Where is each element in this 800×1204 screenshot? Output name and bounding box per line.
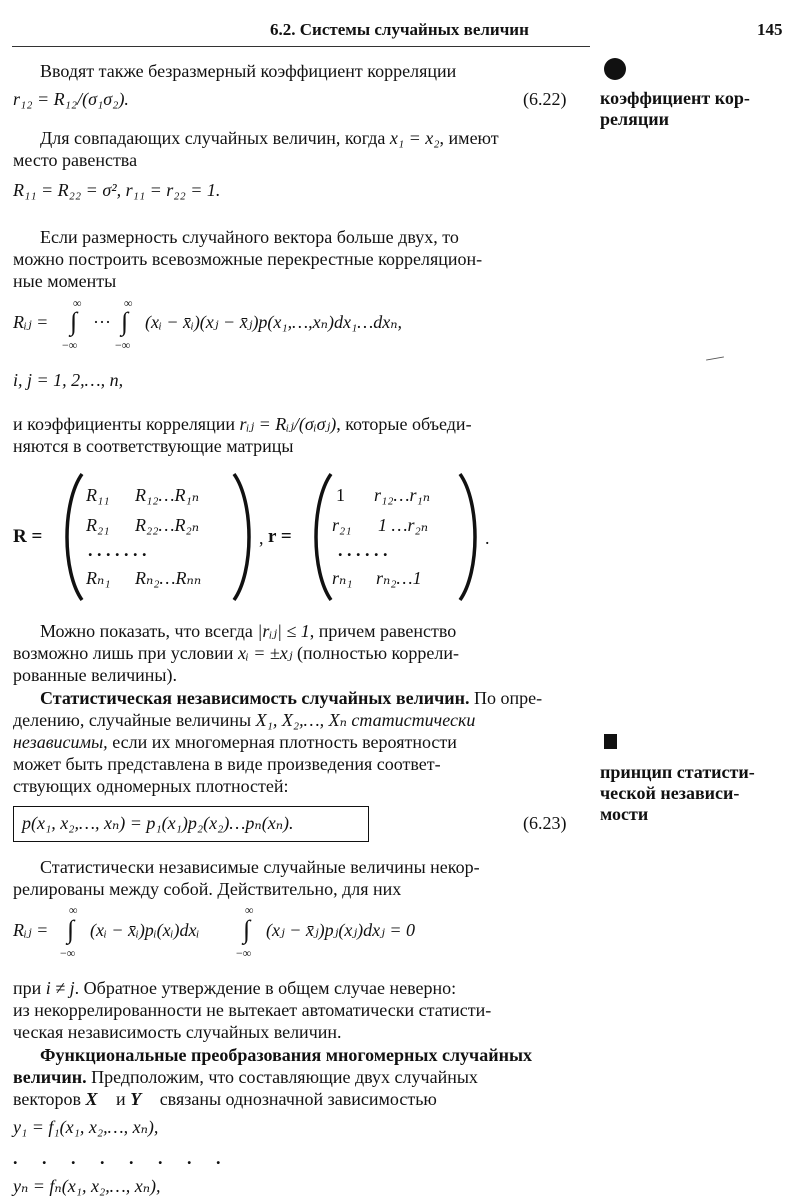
paragraph-line: Если размерность случайного вектора больше двух, то (40, 227, 459, 247)
formula-y1: y₁ = f₁(x₁, x₂,…, xₙ), (13, 1117, 159, 1137)
formula-eq-623: p(x₁, x₂,…, xₙ) = p₁(x₁)p₂(x₂)…pₙ(xₙ). (22, 813, 294, 833)
integral-upper-limit: ∞ (245, 903, 254, 917)
paragraph-line: ные моменты (13, 271, 117, 291)
matrix-R-cell: R₁₂…R₁ₙ (135, 485, 200, 505)
integral-lower-limit: −∞ (236, 946, 252, 960)
paragraph-line: Статистически независимые случайные величины некор- (40, 857, 480, 877)
matrix-R-cell: R₂₁ (86, 515, 110, 535)
text: при (13, 978, 42, 998)
margin-line: мости (600, 804, 649, 824)
paragraph-line (13, 414, 472, 434)
ellipsis: ··· (93, 312, 111, 332)
matrix-R-dots: . . . . . . . (88, 540, 147, 560)
margin-note-independence (600, 762, 785, 825)
stray-mark (706, 356, 724, 360)
formula-dots: . . . . . . . . (13, 1148, 231, 1168)
formula-Rij-lhs: Rᵢⱼ = (13, 312, 49, 332)
paragraph-line: няются в соответствующие матрицы (13, 436, 294, 456)
matrix-r-cell: r₂₁ (332, 515, 352, 535)
section-heading: величин. (13, 1067, 87, 1087)
matrix-R-label: R = (13, 526, 43, 547)
matrix-r-dots: . . . . . . (338, 540, 388, 560)
text: если их многомерная плотность вероятности (112, 732, 457, 752)
paragraph-line (40, 688, 542, 708)
integral-sign: ∫ (243, 915, 251, 944)
paragraph-line: ческая независимость случайных величин. (13, 1022, 342, 1042)
matrix-R-cell: R₂₂…R₂ₙ (135, 515, 200, 535)
formula-inline: xᵢ = ±xⱼ (237, 643, 293, 663)
text: связаны однозначной зависимостью (159, 1089, 437, 1109)
integral-upper-limit: ∞ (69, 903, 78, 917)
text: , причем равенство (309, 621, 457, 641)
paragraph-line: релированы между собой. Действительно, для них (13, 879, 402, 899)
matrix-r-label: r = (268, 526, 292, 547)
formula-ij-range: i, j = 1, 2,…, n, (13, 370, 124, 390)
formula-indep-int2: (xⱼ − x̄ⱼ)pⱼ(xⱼ)dxⱼ = 0 (266, 920, 416, 940)
paragraph-line: ствующих одномерных плотностей: (13, 776, 289, 796)
paragraph-line: рованные величины). (13, 665, 178, 685)
paragraph-line (13, 732, 457, 752)
paragraph-line (13, 1067, 478, 1087)
text: , имеют (439, 128, 499, 148)
paragraph-line: место равенства (13, 150, 138, 170)
margin-line: принцип статисти- (600, 762, 755, 782)
formula-R11: R₁₁ = R₂₂ = σ², r₁₁ = r₂₂ = 1. (13, 180, 221, 200)
formula-indep-int1: (xᵢ − x̄ᵢ)pᵢ(xᵢ)dxᵢ (90, 920, 200, 940)
text: векторов (13, 1089, 82, 1109)
paragraph-line (13, 643, 459, 663)
matrix-R-cell: Rₙ₂…Rₙₙ (135, 568, 202, 588)
right-paren (456, 472, 486, 602)
equation-label-6-23: (6.23) (523, 813, 567, 833)
matrix-R-cell: R₁₁ (86, 485, 110, 505)
running-header: 6.2. Системы случайных величин (270, 20, 529, 39)
paragraph-line (13, 710, 475, 730)
matrix-r-cell: 1 …r₂ₙ (378, 515, 429, 535)
integral-sign: ∫ (70, 307, 78, 336)
bullet-icon (604, 58, 626, 80)
comma: , (259, 528, 264, 548)
text: и коэффициенты корреляции (13, 414, 235, 434)
margin-line: ческой независи- (600, 783, 740, 803)
section-heading: Статистическая независимость случайных величин. (40, 688, 470, 708)
paragraph-line: Вводят также безразмерный коэффициент корреляции (40, 61, 457, 81)
formula-inline: x₁ = x₂ (389, 128, 440, 148)
margin-line: реляции (600, 109, 669, 129)
paragraph-line (13, 978, 456, 998)
integral-sign: ∫ (121, 307, 129, 336)
emphasis: независимы, (13, 732, 108, 752)
formula-inline: i ≠ j (45, 978, 75, 998)
text: возможно лишь при условии (13, 643, 234, 663)
text: , которые объеди- (336, 414, 472, 434)
paragraph-line (40, 128, 499, 148)
integral-upper-limit: ∞ (124, 296, 133, 310)
formula-inline: rᵢⱼ = Rᵢⱼ/(σᵢσⱼ) (239, 414, 337, 434)
integral-upper-limit: ∞ (73, 296, 82, 310)
integral-lower-limit: −∞ (62, 338, 78, 352)
paragraph-line: из некоррелированности не вытекает автоматически статисти- (13, 1000, 492, 1020)
emphasis: статистически (351, 710, 476, 730)
matrix-r-cell: r₁₂…r₁ₙ (374, 485, 431, 505)
text: Можно показать, что всегда (40, 621, 253, 641)
text: Для совпадающих случайных величин, когда (40, 128, 386, 148)
integral-sign: ∫ (67, 915, 75, 944)
left-paren (56, 472, 86, 602)
text: . Обратное утверждение в общем случае неверно: (74, 978, 457, 998)
margin-line: коэффициент кор- (600, 88, 750, 108)
text: делению, случайные величины (13, 710, 252, 730)
paragraph-line: может быть представлена в виде произведения соответ- (13, 754, 441, 774)
integral-lower-limit: −∞ (115, 338, 131, 352)
matrix-r-cell: rₙ₁ (332, 568, 353, 588)
text: Предположим, что составляющие двух случайных (91, 1067, 478, 1087)
integral-lower-limit: −∞ (60, 946, 76, 960)
paragraph-line (13, 1089, 437, 1109)
text: и (116, 1089, 126, 1109)
header-rule (12, 46, 590, 47)
formula-yn: yₙ = fₙ(x₁, x₂,…, xₙ), (13, 1176, 161, 1196)
left-paren (305, 472, 335, 602)
matrix-r-cell: 1 (336, 485, 345, 505)
right-paren (230, 472, 260, 602)
square-bullet-icon (604, 734, 617, 749)
period: . (485, 528, 490, 548)
text: (полностью коррели- (297, 643, 459, 663)
section-heading: Функциональные преобразования многомерных случайных (40, 1045, 533, 1065)
matrix-r-cell: rₙ₂…1 (376, 568, 422, 588)
margin-note-correlation (600, 88, 785, 130)
formula-Rij-integrand: (xᵢ − x̄ᵢ)(xⱼ − x̄ⱼ)p(x₁,…,xₙ)dx₁…dxₙ, (145, 312, 402, 332)
matrix-R-cell: Rₙ₁ (86, 568, 111, 588)
vector-Y: Y⃗ (130, 1089, 156, 1109)
formula-indep-lhs: Rᵢⱼ = (13, 920, 49, 940)
text: По опре- (474, 688, 543, 708)
paragraph-line (40, 621, 456, 641)
page-number: 145 (757, 20, 783, 39)
paragraph-line: можно построить всевозможные перекрестные корреляцион- (13, 249, 483, 269)
formula-inline: |rᵢⱼ| ≤ 1 (257, 621, 310, 641)
formula-inline: X₁, X₂,…, Xₙ (255, 710, 347, 730)
formula-r12: r₁₂ = R₁₂/(σ₁σ₂). (13, 89, 129, 109)
equation-label-6-22: (6.22) (523, 89, 567, 109)
vector-X: X⃗ (85, 1089, 112, 1109)
